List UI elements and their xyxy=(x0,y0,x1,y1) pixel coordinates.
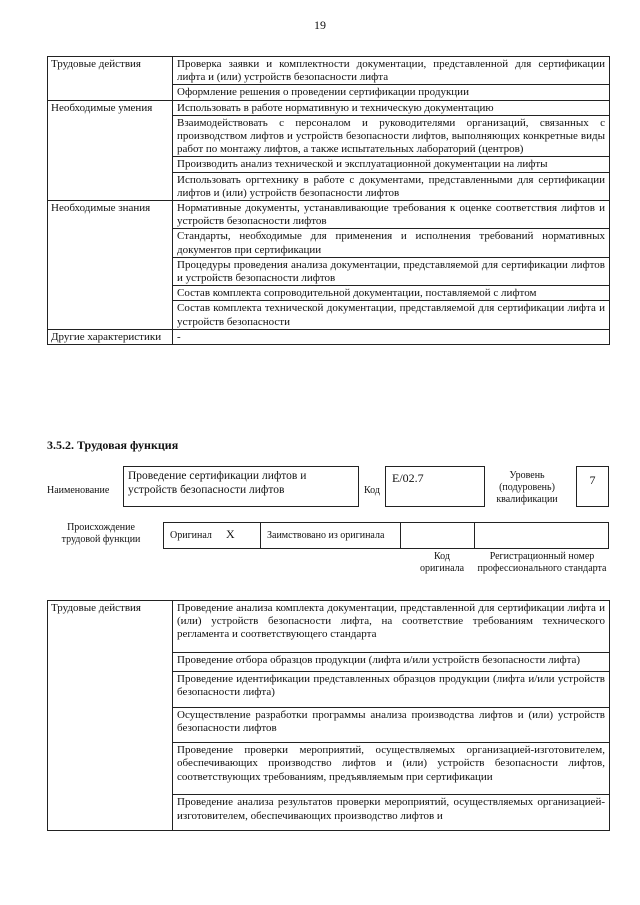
origin-reg-cell xyxy=(474,522,609,549)
table-row: Проверка заявки и комплектности документации, представленной для сертификации лифта и (или) устройств безопасности лифта xyxy=(173,57,610,85)
code-caption: Код оригинала xyxy=(419,551,465,574)
table-row: Производить анализ технической и эксплуатационной документации на лифты xyxy=(173,157,610,172)
table-row: Процедуры проведения анализа документации, представляемой для сертификации лифтов и устройств безопасности лифтов xyxy=(173,257,610,285)
label-required-knowledge: Необходимые знания xyxy=(48,201,173,330)
table-row: Стандарты, необходимые для применения и исполнения требований нормативных документов при сертификации xyxy=(173,229,610,257)
function-name-box: Проведение сертификации лифтов и устройств безопасности лифтов xyxy=(123,466,359,507)
label-labor-actions: Трудовые действия xyxy=(48,57,173,101)
borrowed-label: Заимствовано из оригинала xyxy=(267,530,385,541)
function-code-box: E/02.7 xyxy=(385,466,485,507)
table-row: Нормативные документы, устанавливающие требования к оценке соответствия лифтов и устройств безопасности лифтов xyxy=(173,201,610,229)
table-row: - xyxy=(173,329,610,344)
original-label: Оригинал xyxy=(170,530,212,541)
table-row: Состав комплекта технической документации, представляемой для сертификации лифта и устройств безопасности xyxy=(173,301,610,329)
label-other-characteristics: Другие характеристики xyxy=(48,329,173,344)
table-row: Использовать в работе нормативную и техническую документацию xyxy=(173,100,610,115)
page-number: 19 xyxy=(314,18,326,32)
table-row: Проведение идентификации представленных образцов продукции (лифта и/или устройств безопасности лифта) xyxy=(173,672,610,708)
table-row: Взаимодействовать с персоналом и руководителями организаций, связанных с производством лифтов и устройств безопасности лифтов, выполняющих конкретные виды работ по монтажу лифтов, а также испытательных лабораторий (центров) xyxy=(173,115,610,157)
original-cell xyxy=(163,522,261,549)
original-mark: X xyxy=(226,527,235,541)
code-label: Код xyxy=(364,485,380,496)
competency-table xyxy=(47,56,610,345)
label-labor-actions-2: Трудовые действия xyxy=(48,601,173,831)
level-label: Уровень (подуровень) квалификации xyxy=(496,470,558,505)
labor-actions-table xyxy=(47,600,610,831)
borrowed-cell xyxy=(260,522,401,549)
table-row: Осуществление разработки программы анализа производства лифтов и (или) устройств безопасности лифтов xyxy=(173,707,610,743)
table-row: Проведение анализа результатов проверки мероприятий, осуществляемых организацией-изготовителем, обеспечивающих производство лифтов и xyxy=(173,795,610,831)
origin-code-cell xyxy=(400,522,475,549)
table-row: Состав комплекта сопроводительной документации, поставляемой с лифтом xyxy=(173,286,610,301)
name-label: Наименование xyxy=(47,485,110,496)
section-title: 3.5.2. Трудовая функция xyxy=(47,438,179,452)
table-row: Использовать оргтехнику в работе с документами, представленными для сертификации лифтов и (или) устройств безопасности лифтов xyxy=(173,172,610,200)
table-row: Проведение анализа комплекта документации, представленной для сертификации лифта и (или) устройств безопасности лифта, на соответствие требованиям технического регламента и соответствующего стандарта xyxy=(173,601,610,653)
table-row: Оформление решения о проведении сертификации продукции xyxy=(173,85,610,100)
level-box: 7 xyxy=(576,466,609,507)
label-required-skills: Необходимые умения xyxy=(48,100,173,200)
origin-label: Происхождение трудовой функции xyxy=(61,522,141,545)
table-row: Проведение отбора образцов продукции (лифта и/или устройств безопасности лифта) xyxy=(173,653,610,672)
table-row: Проведение проверки мероприятий, осуществляемых организацией-изготовителем, обеспечивающих производство лифтов и (или) устройств безопасности лифтов, соответствующих требованиям, предъявляемым при сертификации xyxy=(173,743,610,795)
reg-caption: Регистрационный номер профессионального стандарта xyxy=(477,551,607,574)
